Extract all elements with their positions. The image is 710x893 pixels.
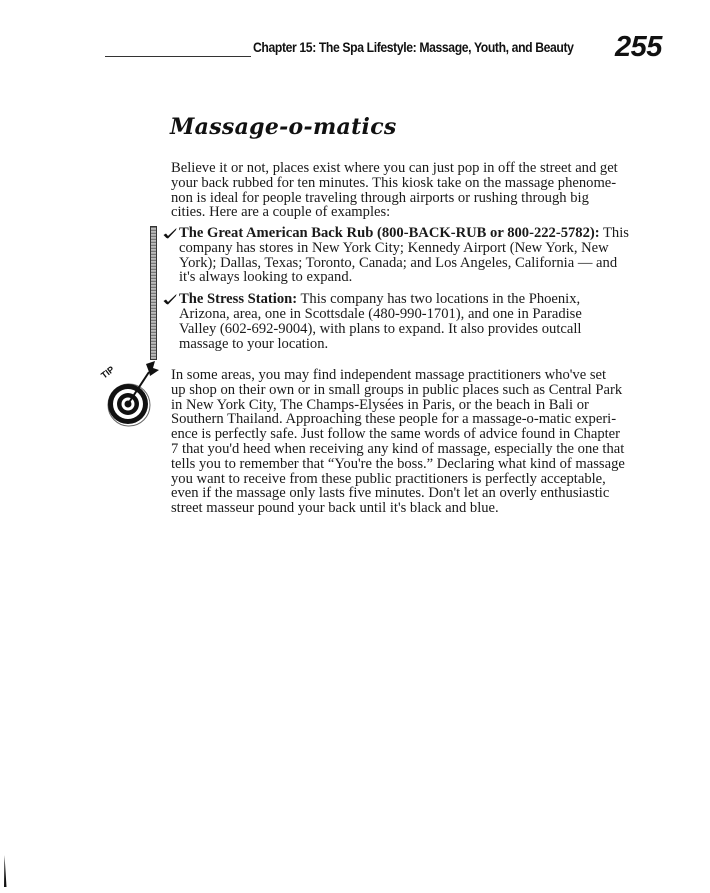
tip-line: 7 that you'd heed when receiving any kind of massage, especially the one that [171,440,625,457]
chapter-title: Chapter 15: The Spa Lifestyle: Massage, Youth, and Beauty [253,40,574,56]
tip-line: tells you to remember that “You're the boss.” Declaring what kind of massage [171,455,625,472]
section-title: Massage-o-matics [170,114,397,140]
examples-list [150,226,630,358]
check-icon [163,227,177,239]
bullet-lead: The Great American Back Rub (800-BACK-RUB or 800-222-5782): [179,225,600,241]
bullet-lead: The Stress Station: [179,291,298,308]
tip-line: you want to receive from these public practitioners is perfectly acceptable, [171,470,606,487]
bullet-text: This company has two locations in the Phoenix, [297,291,581,308]
check-icon [163,293,177,305]
intro-line: cities. Here are a couple of examples: [171,204,391,221]
page-number: 255 [615,31,662,63]
tip-line: In some areas, you may find independent massage practitioners who've set [171,367,607,383]
tip-line: in New York City, The Champs-Elysées in Paris, or the beach in Bali or [171,396,589,413]
bullet-text: This [599,225,629,241]
tip-line: up shop on their own or in small groups in public places such as Central Park [171,381,623,398]
tip-target-icon [97,360,161,428]
tip-line: even if the massage only lasts five minutes. Don't let an overly enthusiastic [171,485,610,502]
bullet-text: massage to your location. [179,335,329,352]
tip-paragraph [171,368,631,516]
tip-line: ence is perfectly safe. Just follow the same words of advice found in Chapter [171,426,621,443]
header-rule [105,56,251,57]
tip-icon-label: TIP [99,364,117,381]
list-item [150,292,630,351]
bullet-text: it's always looking to expand. [179,269,353,286]
running-header [0,30,710,70]
intro-line: non is ideal for people traveling through airports or rushing through big [171,189,589,206]
bullet-text: York); Dallas, Texas; Toronto, Canada; and Los Angeles, California — and [179,254,618,271]
list-item [150,226,630,285]
intro-line: your back rubbed for ten minutes. This kiosk take on the massage phenome- [171,174,617,191]
tip-line: Southern Thailand. Approaching these people for a massage-o-matic experi- [171,411,617,428]
tip-line: street masseur pound your back until it's black and blue. [171,500,499,517]
bullet-text: Arizona, area, one in Scottsdale (480-990-1701), and one in Paradise [179,305,582,322]
intro-line: Believe it or not, places exist where you can just pop in off the street and get [171,160,618,176]
bullet-text: Valley (602-692-9004), with plans to expand. It also provides outcall [179,320,582,337]
intro-paragraph [171,161,631,220]
bullet-text: company has stores in New York City; Kennedy Airport (New York, New [179,239,609,256]
scan-edge-mark [4,855,7,887]
